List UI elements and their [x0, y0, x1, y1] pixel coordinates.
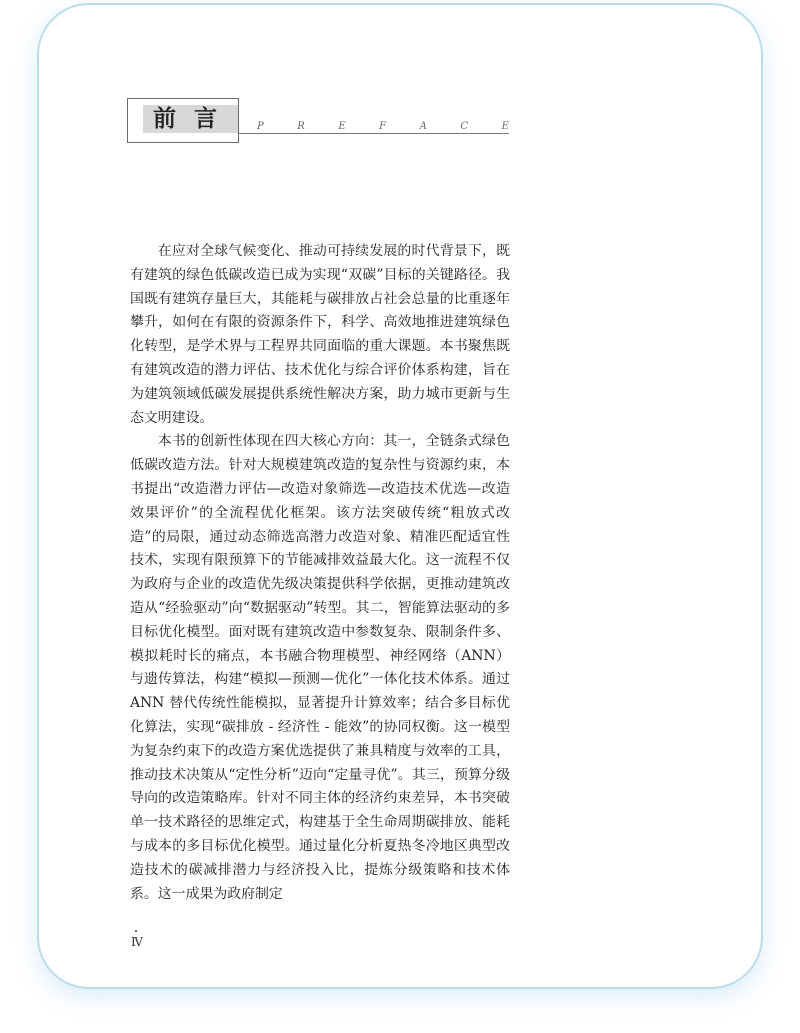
- preface-heading: [127, 98, 509, 145]
- subtitle-letter: F: [379, 121, 387, 132]
- subtitle-letter: C: [460, 121, 469, 132]
- paragraph: 在应对全球气候变化、推动可持续发展的时代背景下，既有建筑的绿色低碳改造已成为实现“双碳”目标的关键路径。我国既有建筑存量巨大，其能耗与碳排放占社会总量的比重逐年攀升，如何在有限的资源条件下，科学、高效地推进建筑绿色化转型，是学术界与工程界共同面临的重大课题。本书聚焦既有建筑改造的潜力评估、技术优化与综合评价体系构建，旨在为建筑领域低碳发展提供系统性解决方案，助力城市更新与生态文明建设。: [130, 243, 510, 426]
- preface-body: [130, 240, 510, 906]
- page-number: Ⅳ: [131, 935, 143, 949]
- heading-rule: [239, 133, 509, 134]
- paragraph: 本书的创新性体现在四大核心方向：其一，全链条式绿色低碳改造方法。针对大规模建筑改造的复杂性与资源约束，本书提出“改造潜力评估—改造对象筛选—改造技术优选—改造效果评价”的全流程优化框架。该方法突破传统“粗放式改造”的局限，通过动态筛选高潜力改造对象、精准匹配适宜性技术，实现有限预算下的节能减排效益最大化。这一流程不仅为政府与企业的改造优先级决策提供科学依据，更推动建筑改造从“经验驱动”向“数据驱动”转型。其二，智能算法驱动的多目标优化模型。面对既有建筑改造中参数复杂、限制条件多、模拟耗时长的痛点，本书融合物理模型、神经网络（ANN）与遗传算法，构建“模拟—预测—优化”一体化技术体系。通过 ANN 替代传统性能模拟，显著提升计算效率；结合多目标优化算法，实现“碳排放 - 经济性 - 能效”的协同权衡。这一模型为复杂约束下的改造方案优选提供了兼具精度与效率的工具，推动技术决策从“定性分析”迈向“定量寻优”。其三，预算分级导向的改造策略库。针对不同主体的经济约束差异，本书突破单一技术路径的思维定式，构建基于全生命周期碳排放、能耗与成本的多目标优化模型。通过量化分析夏热冬冷地区典型改造技术的碳减排潜力与经济投入比，提炼分级策略和技术体系。这一成果为政府制定: [130, 433, 510, 902]
- page-number-dot: [135, 930, 137, 932]
- page-title: 前言: [153, 105, 235, 132]
- subtitle-letter: A: [419, 121, 427, 132]
- subtitle-letter: E: [501, 121, 509, 132]
- subtitle-letter: R: [297, 121, 305, 132]
- subtitle-letter: P: [257, 121, 264, 132]
- subtitle-letter: E: [338, 121, 346, 132]
- heading-subtitle: [257, 121, 509, 133]
